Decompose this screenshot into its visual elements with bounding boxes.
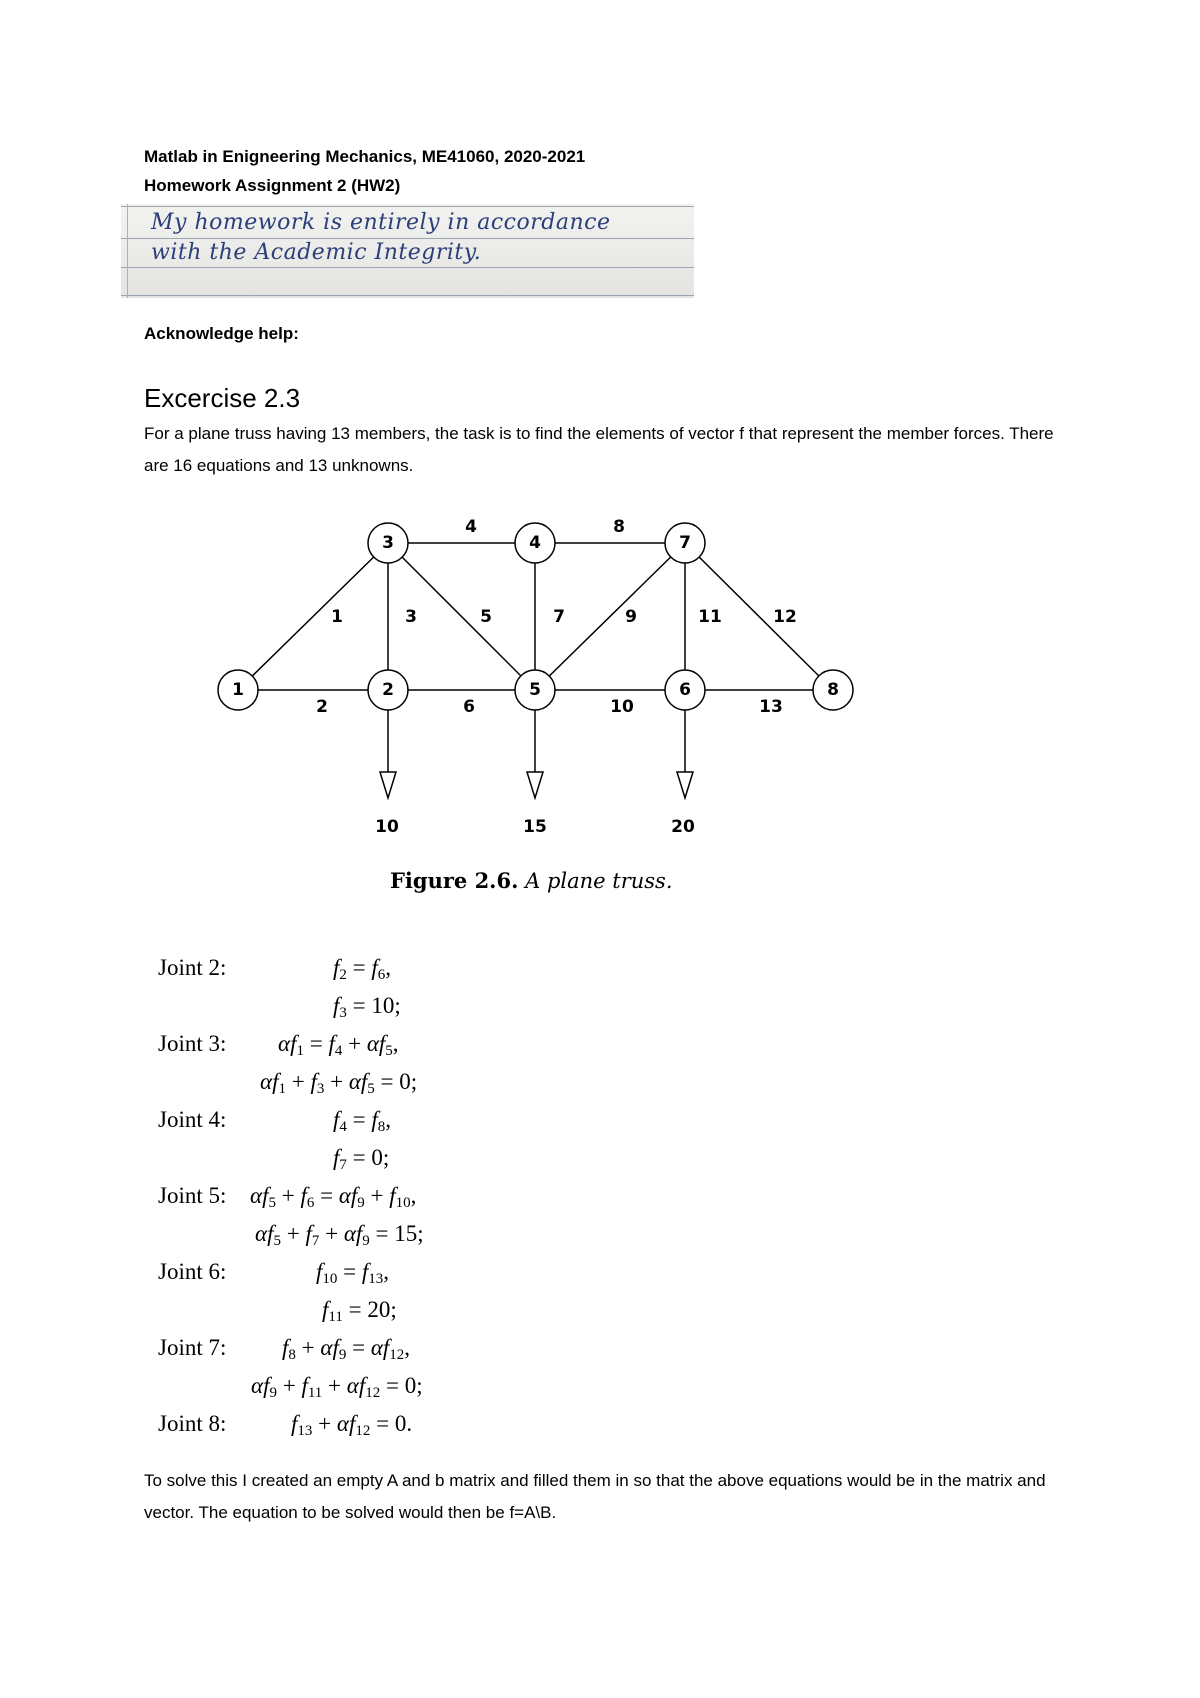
member-label-5: 5 <box>480 607 492 627</box>
joint-label-6: Joint 6: <box>158 1259 227 1284</box>
member-label-3: 3 <box>405 607 417 627</box>
node-label-8: 8 <box>827 680 839 700</box>
node-label-2: 2 <box>382 680 394 700</box>
joint-label-2: Joint 2: <box>158 955 227 980</box>
member-label-8: 8 <box>613 517 625 537</box>
eq-constant-15: 15 <box>394 1221 418 1246</box>
load-label-node-5: 15 <box>523 817 547 837</box>
node-label-7: 7 <box>679 533 691 553</box>
member-label-1: 1 <box>331 607 343 627</box>
eq-constant-0: 0 <box>371 1145 383 1170</box>
load-labels <box>375 817 695 837</box>
member-label-7: 7 <box>553 607 565 627</box>
joint-label-5: Joint 5: <box>158 1183 227 1208</box>
handwritten-line-1: My homework is entirely in accordance <box>151 210 611 235</box>
member-label-13: 13 <box>759 697 783 717</box>
load-label-node-6: 20 <box>671 817 695 837</box>
node-label-4: 4 <box>529 533 541 553</box>
node-label-5: 5 <box>529 680 541 700</box>
joint-label-4: Joint 4: <box>158 1107 227 1132</box>
exercise-heading: Excercise 2.3 <box>144 383 301 413</box>
node-label-3: 3 <box>382 533 394 553</box>
figure-caption-text: A plane truss. <box>525 869 673 893</box>
eq-constant-20: 20 <box>367 1297 391 1322</box>
figure-caption <box>390 868 673 893</box>
joint-label-7: Joint 7: <box>158 1335 227 1360</box>
exercise-intro: For a plane truss having 13 members, the task is to find the elements of vector f that represent the member forces. There are 16 equations and 13 unknowns. <box>144 424 1054 475</box>
load-label-node-2: 10 <box>375 817 399 837</box>
member-label-9: 9 <box>625 607 637 627</box>
truss-members <box>238 543 833 690</box>
arrowhead-icon <box>677 772 693 798</box>
arrowhead-icon <box>380 772 396 798</box>
handwritten-line-2: with the Academic Integrity. <box>151 240 482 265</box>
node-label-6: 6 <box>679 680 691 700</box>
joint-label-8: Joint 8: <box>158 1411 227 1436</box>
eq-constant-0: 0 <box>394 1411 407 1436</box>
member-label-10: 10 <box>610 697 634 717</box>
member-label-12: 12 <box>773 607 797 627</box>
node-label-1: 1 <box>232 680 244 700</box>
assignment-title: Homework Assignment 2 (HW2) <box>144 176 401 195</box>
handwritten-statement <box>121 204 694 298</box>
arrowhead-icon <box>527 772 543 798</box>
member-label-6: 6 <box>463 697 475 717</box>
acknowledge-help-label: Acknowledge help: <box>144 324 299 343</box>
eq-constant-0: 0 <box>404 1373 417 1398</box>
load-arrows <box>380 710 693 798</box>
member-label-11: 11 <box>698 607 722 627</box>
member-label-4: 4 <box>465 517 477 537</box>
document-page: Matlab in Enigneering Mechanics, ME41060, 2020-2021 Homework Assignment 2 (HW2) My homework is entirely in accordance with the Academic Integrity. Acknowledge help: Excercise 2.3 For a plane truss having 13 members, the task is to find the elements of vector f that represent the member forces. There are 16 equations and 13 unknowns. 1 2 3 4 5 6 7 8 1 2 3 4 5 6 7 8 9 10 11 12 13 10 15 20 Figure 2.6. A plane truss. Joint 2: $f_2 = f_6$, $f_3 = 10$; Joint 3: $\alpha f_1 = f_4 + \alpha f_5$, $\alpha f_1 + f_3 + \alpha f_5 = 0$; Joint 4: $f_4 = f_8$, $f_7 = 0$; Joint 5: $\alpha f_5 + f_6 = \alpha f_9 + f_{10}$, $\alpha f_5 + f_7 + \alpha f_9 = 15$; Joint 6: $f_{10} = f_{13}$, $f_{11} = 20$; Joint 7: $f_8 + \alpha f_9 = \alpha f_{12}$, $\alpha f_9 + f_{11} + \alpha f_{12} = 0$; Joint 8: $f_{13} + \alpha f_{12} = 0$. To solve this I created an empty A and b matrix and filled them in so that the above equations would be in the matrix and vector. The equation to be solved would then be f=A\B. <box>0 0 1200 1698</box>
exercise-conclusion: To solve this I created an empty A and b matrix and filled them in so that the above equations would be in the matrix and vector. The equation to be solved would then be f=A\B. <box>144 1471 1046 1522</box>
course-title: Matlab in Enigneering Mechanics, ME41060, 2020-2021 <box>144 147 586 166</box>
member-label-2: 2 <box>316 697 328 717</box>
joint-label-3: Joint 3: <box>158 1031 227 1056</box>
eq-constant-0: 0 <box>399 1069 411 1094</box>
figure-caption-label: Figure 2.6. <box>390 868 519 893</box>
eq-constant-10: 10 <box>371 993 395 1018</box>
member-1 <box>238 543 388 690</box>
truss-diagram <box>0 500 1200 860</box>
